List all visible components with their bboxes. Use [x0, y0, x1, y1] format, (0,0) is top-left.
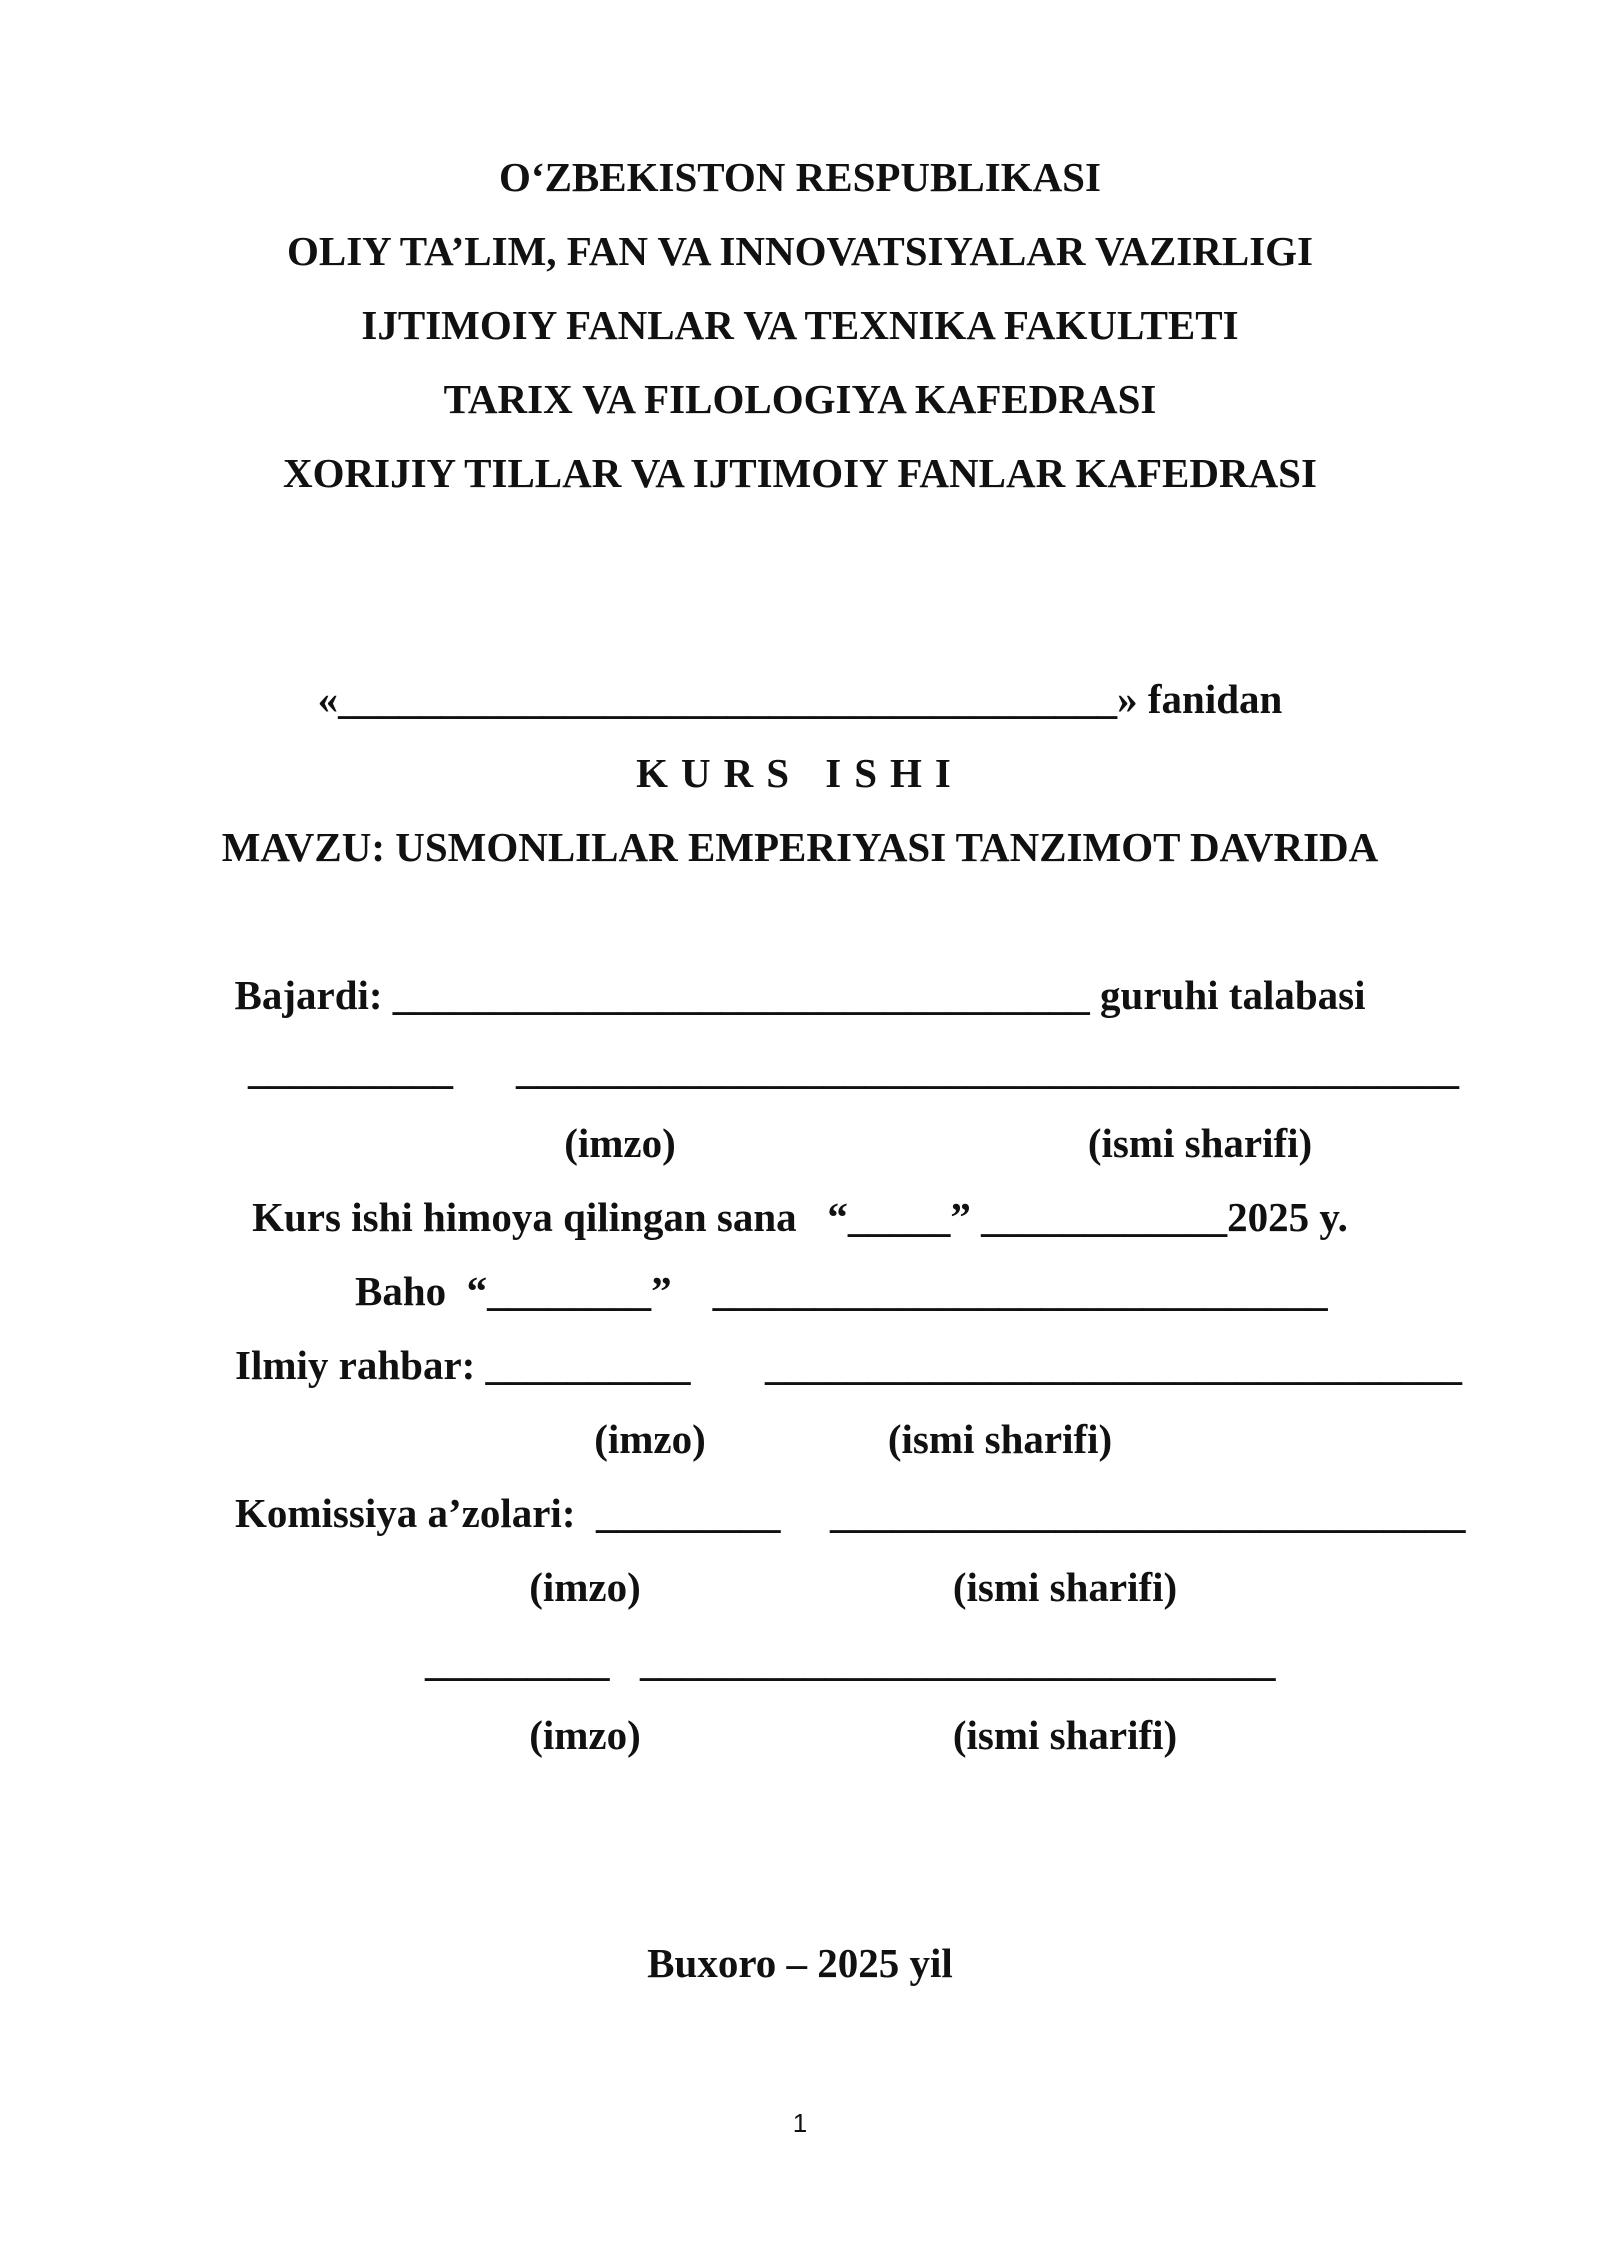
ministry-line-2: OLIY TA’LIM, FAN VA INNOVATSIYALAR VAZIRLIGI [286, 228, 1314, 274]
grade-line: Baho “________” ______________________________ [355, 1268, 1328, 1314]
department-1: TARIX VA FILOLOGIYA KAFEDRASI [443, 376, 1157, 422]
topic-title: MAVZU: USMONLILAR EMPERIYASI TANZIMOT DAVRIDA [221, 824, 1379, 870]
department-2: XORIJIY TILLAR VA IJTIMOIY FANLAR KAFEDRASI [283, 450, 1317, 496]
commission-signature-caption: (imzo) [529, 1564, 641, 1610]
commission-second-name-caption: (ismi sharifi) [952, 1712, 1178, 1758]
page-number: 1 [792, 2108, 808, 2138]
ministry-line-1: O‘ZBEKISTON RESPUBLIKASI [499, 154, 1101, 200]
commission-second-signature-caption: (imzo) [529, 1712, 641, 1758]
commission-name-caption: (ismi sharifi) [952, 1564, 1178, 1610]
student-name-blank: ______________________________________________ [516, 1046, 1459, 1092]
commission-second-name-blank: _______________________________ [640, 1638, 1276, 1684]
supervisor-label-line: Ilmiy rahbar: __________ [235, 1342, 691, 1388]
performed-by-line: Bajardi: __________________________________ guruhi talabasi [234, 972, 1366, 1018]
student-name-caption: (ismi sharifi) [1087, 1120, 1313, 1166]
student-signature-blank: __________ [248, 1046, 453, 1092]
commission-name-blank: _______________________________ [830, 1490, 1466, 1536]
faculty-name: IJTIMOIY FANLAR VA TEXNIKA FAKULTETI [361, 302, 1239, 348]
commission-second-signature-blank: _________ [425, 1638, 610, 1684]
commission-label-line: Komissiya a’zolari: _________ [235, 1490, 781, 1536]
supervisor-name-blank: __________________________________ [765, 1342, 1462, 1388]
defense-date-line: Kurs ishi himoya qilingan sana “_____” ____________2025 y. [252, 1194, 1348, 1240]
supervisor-name-caption: (ismi sharifi) [887, 1416, 1113, 1462]
city-year: Buxoro – 2025 yil [647, 1940, 953, 1986]
student-signature-caption: (imzo) [564, 1120, 676, 1166]
supervisor-signature-caption: (imzo) [594, 1416, 706, 1462]
work-type-title: KURS ISHI [636, 750, 964, 796]
subject-line: «______________________________________» fanidan [317, 676, 1283, 722]
